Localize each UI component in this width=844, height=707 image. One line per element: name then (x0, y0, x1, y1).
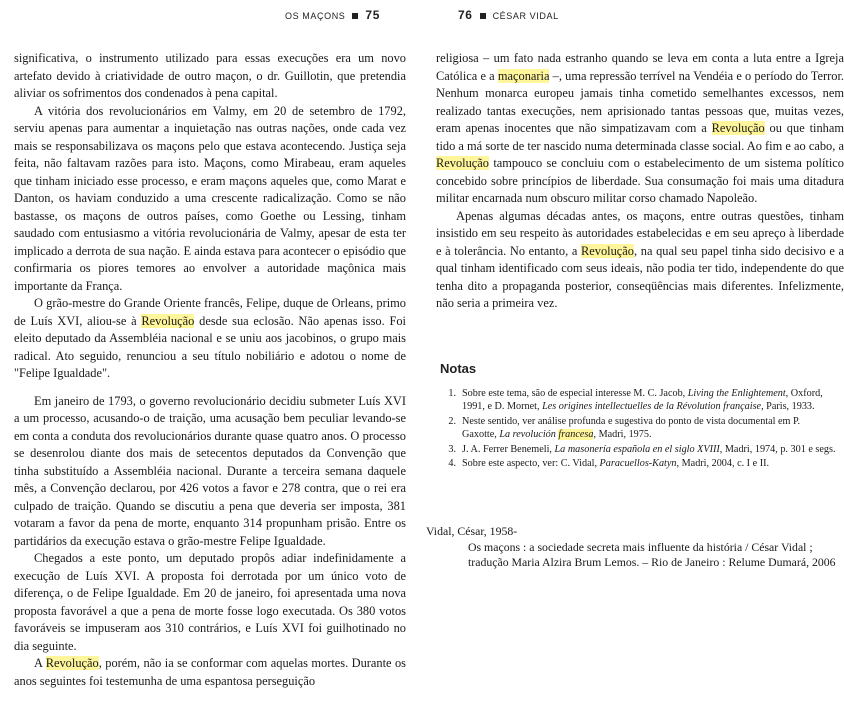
paragraph: Apenas algumas décadas antes, os maçons, entre outras questões, tinham insistido em seu respeito às autoridades estabelecidas e em seu apreço à liberdade e à tolerância. No entanto, a Revolução, na qual seu papel tinha sido decisivo e a qual tinham identificado com seus ideais, não podia ter tido, independente do que tenha dito a propaganda posterior, conseqüências mais diferentes. Infelizmente, não seria a primeira vez. (436, 208, 844, 310)
note-item (436, 415, 836, 442)
italic-title: La revolución (499, 429, 559, 441)
page-number: 75 (365, 8, 380, 22)
highlighted-term: Revolução (711, 121, 765, 135)
note-text: Sobre este aspecto, ver: C. Vidal, Paracuellos-Katyn, Madri, 2004, c. I e II. (462, 458, 770, 470)
italic-title: Les origines intellectuelles de la Révolution française (542, 401, 762, 413)
italic-title: Paracuellos-Katyn (599, 458, 677, 470)
note-text: Sobre este tema, são de especial interesse M. C. Jacob, Living the Enlightement, Oxford, 1991, e D. Mornet, Les origines intellectuelles de la Révolution française, Paris, 1933. (462, 388, 823, 413)
note-number: 4. (448, 458, 456, 470)
highlighted-term: Revolução (581, 243, 635, 258)
note-text: J. A. Ferrer Benemeli, La masonería española en el siglo XVIII, Madri, 1974, p. 301 e segs. (462, 443, 836, 455)
running-head-title: CÉSAR VIDAL (492, 11, 559, 21)
highlighted-term: Revolução (141, 313, 195, 328)
right-page (422, 0, 844, 707)
running-head-right (458, 8, 559, 22)
notes-heading: Notas (440, 361, 477, 376)
note-item (436, 387, 836, 414)
paragraph: A vitória dos revolucionários em Valmy, em 20 de setembro de 1792, serviu apenas para aumentar a inquietação nas outras nações, onde cada vez mais se responsabilizava os maçons pelo que estava acontecendo. Justiça seja feita, não faltavam razões para isto. Maçons, como Mirabeau, eram aqueles que tinham iniciado esse processo, e eram maçons aqueles que, como Marat e Danton, os haviam conduzido a uma crescente radicalização. Como se não bastasse, os maçons de outros países, como Goethe ou Lessing, tinham saudado com entusiasmo a vitória revolucionária de Valmy, apesar de esta ter implicado a derrota de sua nação. E ainda estava para acontecer o episódio que confirmaria os piores temores ao envolver a autoridade maçônica mais importante da França. (14, 103, 406, 293)
square-bullet-icon (480, 13, 486, 19)
body-text-left (14, 50, 406, 690)
note-number: 3. (448, 443, 456, 455)
note-number: 1. (448, 388, 456, 399)
note-text: Neste sentido, ver análise profunda e sugestiva do ponto de vista documental em P. Gaxotte, La revolución francesa, Madri, 1975. (462, 415, 801, 441)
note-item (436, 443, 836, 456)
running-head-left (285, 8, 380, 22)
paragraph: significativa, o instrumento utilizado para essas execuções era um novo artefato devido à criatividade de outro maçon, o dr. Guillotin, que pretendia aliviar os sofrimentos dos condenados à pena capital. (14, 51, 406, 100)
italic-title: Living the Enlightement (687, 388, 786, 399)
paragraph: O grão-mestre do Grande Oriente francês, Felipe, duque de Orleans, primo de Luís XVI, aliou-se à Revolução desde sua eclosão. Não apenas isso. Foi eleito deputado da Assembléia nacional e se uniu aos jacobinos, o grupo mais radical. Ato seguido, renunciou a seu título nobiliário e adotou o nome de "Felipe Igualdade". (14, 296, 406, 380)
highlighted-term: maçonaria (497, 68, 550, 83)
page-number: 76 (458, 8, 473, 22)
paragraph: A Revolução, porém, não ia se conformar com aquelas mortes. Durante os anos seguintes foi testemunha de uma espantosa perseguição (14, 656, 406, 688)
left-page (0, 0, 420, 707)
running-head-title: OS MAÇONS (285, 11, 346, 21)
highlighted-term: francesa (558, 429, 594, 441)
note-number: 2. (448, 415, 456, 427)
paragraph: religiosa – um fato nada estranho quando se leva em conta a luta entre a Igreja Católica e a maçonaria –, uma repressão terrível na Vendéia e o período do Terror. Nenhum monarca europeu jamais tinha cometido semelhantes excessos, nem realizado tantas execuções, nem aprisionado tantas pessoas que, muitas vezes, eram apenas inocentes que não simpatizavam com a Revolução ou que tinham tido a má sorte de ter nascido numa determinada classe social. Ao fim e ao cabo, a Revolução tampouco se concluiu com o estabelecimento de um sistema político concebido sobre princípios de liberdade. Sua consumação foi mais uma ditadura militar encarnada num obscuro militar corso chamado Napoleão. (436, 51, 844, 205)
notes-list (436, 387, 836, 471)
catalog-description: Os maçons : a sociedade secreta mais influente da história / César Vidal ; tradução Maria Alzira Brum Lemos. – Rio de Janeiro : Relume Dumará, 2006 (468, 539, 836, 569)
body-text-right (436, 50, 844, 313)
paragraph: Chegados a este ponto, um deputado propôs adiar indefinidamente a execução de Luís XVI. A proposta foi derrotada por um único voto de diferença, o de Felipe Igualdade. Em 20 de janeiro, foi apresentada uma nova proposta favorável a que a pena de morte fosse logo executada. Os 380 votos favoráveis se impuseram aos 310 contrários, e Luís XVI foi guilhotinado no dia seguinte. (14, 551, 406, 653)
paragraph: Em janeiro de 1793, o governo revolucionário decidiu submeter Luís XVI a um processo, acusando-o de traição, uma acusação bem peculiar levando-se em conta a conduta dos revolucionários durante quase quatro anos. O processo se desenrolou diante dos mais de setecentos deputados da Convenção que tinha substituído a Assembléia nacional. Durante a terceira semana daquele mês, a Convenção declarou, por 426 votos a favor e 278 contra, que o rei era culpado de traição. Quando se discutiu a pena que deveria ser imposta, 381 votaram a favor da pena de morte, enquanto 314 propunham prisão. Entre os partidários da execução estava o grão-mestre Felipe Igualdade. (14, 393, 406, 548)
note-item (436, 457, 836, 470)
catalog-author: Vidal, César, 1958- (426, 524, 518, 538)
catalog-record (426, 524, 844, 571)
highlighted-term: Revolução (45, 656, 99, 670)
highlighted-term: Revolução (436, 156, 489, 170)
square-bullet-icon (352, 13, 358, 19)
italic-title: La masonería española en el siglo XVIII (554, 443, 720, 455)
